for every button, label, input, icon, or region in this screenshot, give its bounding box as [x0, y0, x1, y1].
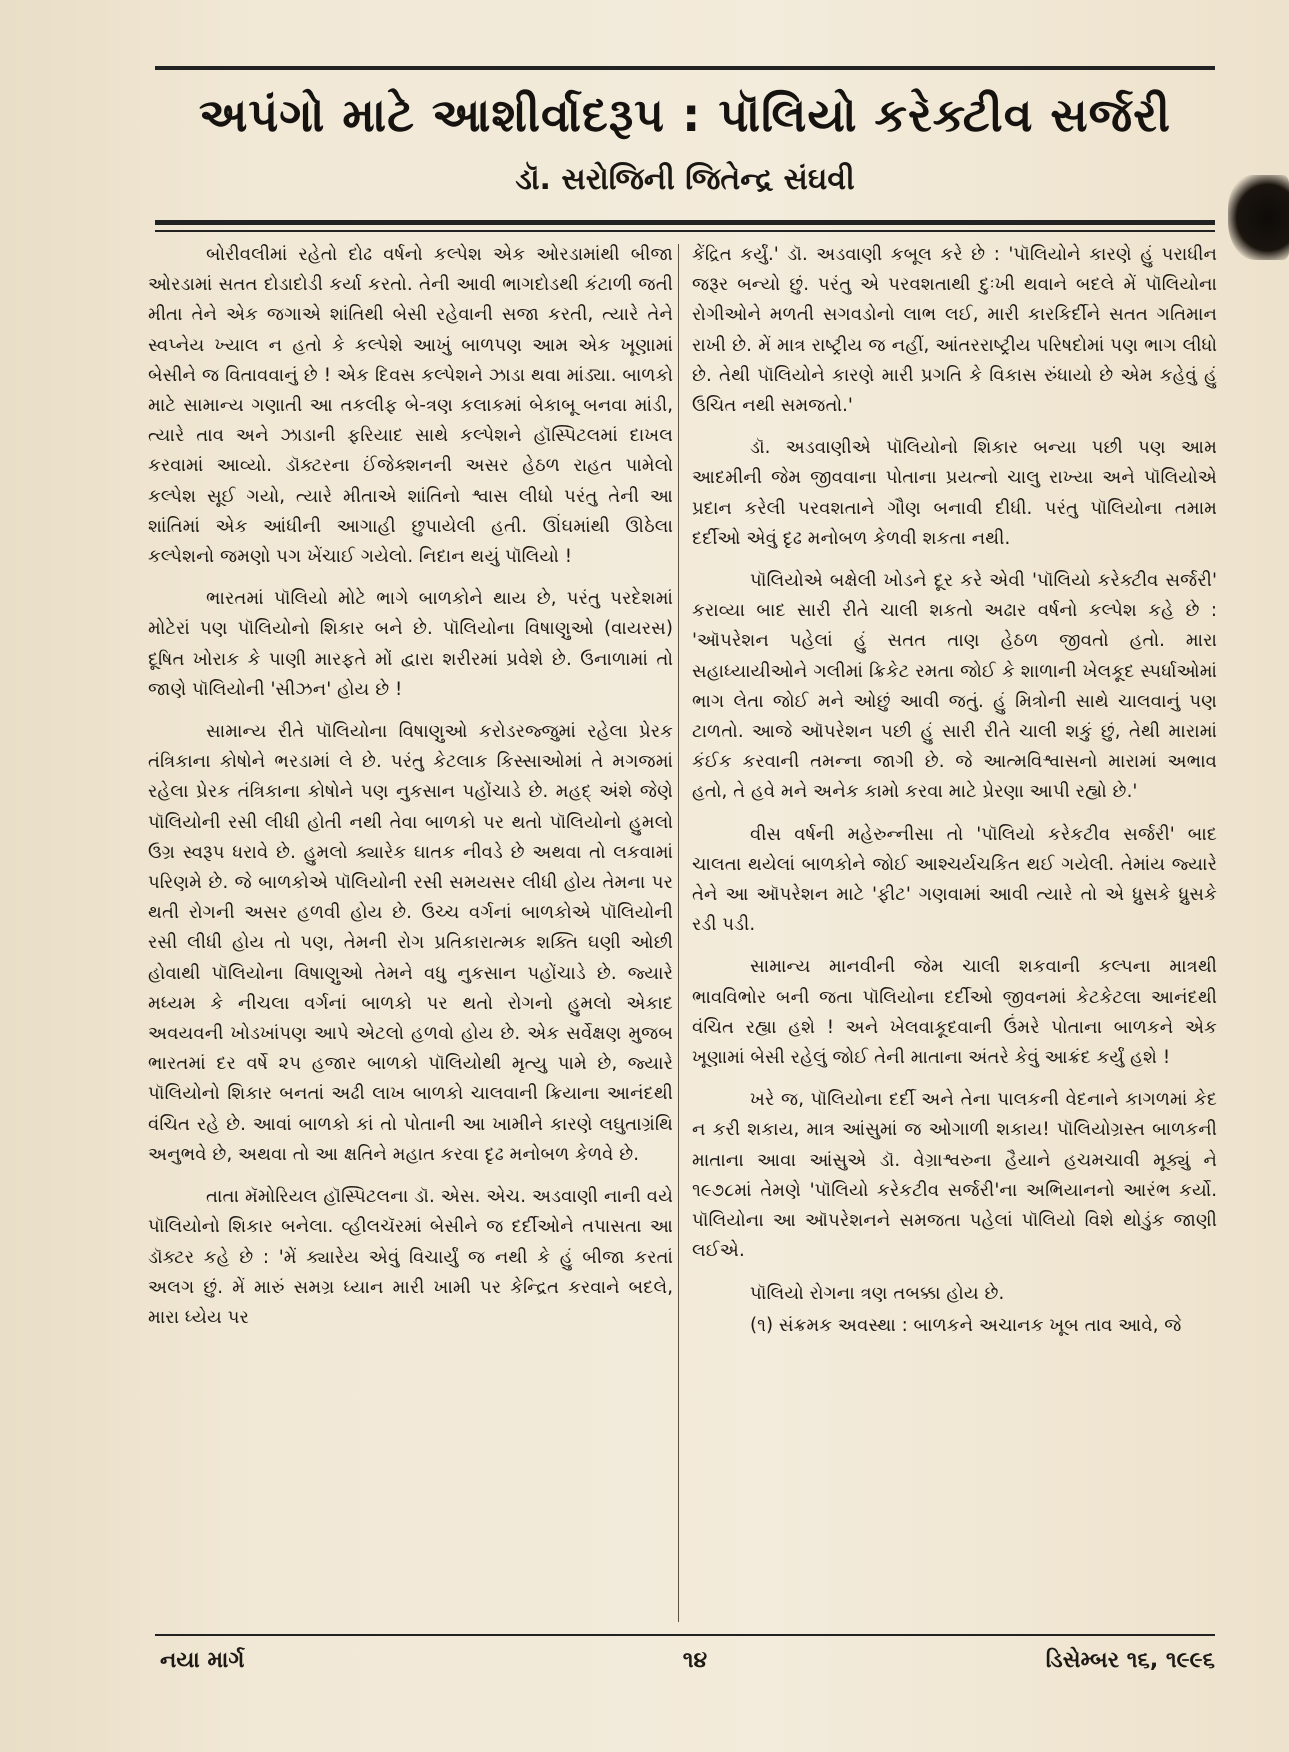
column-divider [678, 244, 679, 1622]
right-column [692, 240, 1217, 1341]
top-rule [155, 66, 1215, 70]
footer-rule [155, 1634, 1215, 1636]
footer-date: ડિસેમ્બર ૧૬, ૧૯૯૬ [1045, 1648, 1215, 1673]
footer-publication: નયા માર્ગ [160, 1648, 245, 1673]
paragraph: વીસ વર્ષની મહેરુન્નીસા તો 'પૉલિયો કરેકટીવ સર્જરી' બાદ ચાલતા થયેલાં બાળકોને જોઈ આશ્ચર્યચકિત થઈ ગયેલી. તેમાંય જ્યારે તેને આ ઑપરેશન માટે 'ફીટ' ગણવામાં આવી ત્યારે તો એ ધ્રુસકે ધ્રુસકે રડી પડી. [692, 823, 1217, 936]
paragraph: બોરીવલીમાં રહેતો દોઢ વર્ષનો કલ્પેશ એક ઓરડામાંથી બીજા ઓરડામાં સતત દોડાદોડી કર્યા કરતો. તેની આવી ભાગદોડથી કંટાળી જતી મીતા તેને એક જગાએ શાંતિથી બેસી રહેવાની સજા કરતી, ત્યારે તેને સ્વપ્નેય ખ્યાલ ન હતો કે કલ્પેશે આખું બાળપણ આમ એક ખૂણામાં બેસીને જ વિતાવવાનું છે ! એક દિવસ કલ્પેશને ઝાડા થવા માંડ્યા. બાળકો માટે સામાન્ય ગણાતી આ તકલીફ બે-ત્રણ કલાકમાં બેકાબૂ બનવા માંડી, ત્યારે તાવ અને ઝાડાની ફરિયાદ સાથે કલ્પેશને હૉસ્પિટલમાં દાખલ કરવામાં આવ્યો. ડૉક્ટરના ઈંજેક્શનની અસર હેઠળ રાહત પામેલો કલ્પેશ સૂઈ ગયો, ત્યારે મીતાએ શાંતિનો શ્વાસ લીધો પરંતુ તેની આ શાંતિમાં એક આંધીની આગાહી છુપાયેલી હતી. ઊંઘમાંથી ઊઠેલા કલ્પેશનો જમણો પગ ખેંચાઈ ગયેલો. નિદાન થયું પૉલિયો ! [148, 244, 673, 568]
paragraph: ખરે જ, પૉલિયોના દર્દી અને તેના પાલકની વેદનાને કાગળમાં કેદ ન કરી શકાય, માત્ર આંસુમાં જ ઓગાળી શકાય! પૉલિયોગ્રસ્ત બાળકની માતાના આવા આંસુએ ડૉ. વેગ્રાશ્વરુના હૈયાને હચમચાવી મૂક્યું ને ૧૯૭૮માં તેમણે 'પૉલિયો કરેકટીવ સર્જરી'ના અભિયાનનો આરંભ કર્યો. પૉલિયોના આ ઑપરેશનને સમજતા પહેલાં પૉલિયો વિશે થોડુંક જાણી લઈએ. [692, 1089, 1217, 1262]
paragraph: ડૉ. અડવાણીએ પૉલિયોનો શિકાર બન્યા પછી પણ આમ આદમીની જેમ જીવવાના પોતાના પ્રયત્નો ચાલુ રાખ્યા અને પૉલિયોએ પ્રદાન કરેલી પરવશતાને ગૌણ બનાવી દીધી. પરંતુ પૉલિયોના તમામ દર્દીઓ એવું દૃઢ મનોબળ કેળવી શકતા નથી. [692, 437, 1217, 549]
paragraph: સામાન્ય રીતે પૉલિયોના વિષાણુઓ કરોડરજ્જુમાં રહેલા પ્રેરક તંત્રિકાના કોષોને ભરડામાં લે છે. પરંતુ કેટલાક કિસ્સાઓમાં તે મગજમાં રહેલા પ્રેરક તંત્રિકાના કોષોને પણ નુકસાન પહોંચાડે છે. મહદ્ અંશે જેણે પૉલિયોની રસી લીધી હોતી નથી તેવા બાળકો પર થતો પૉલિયોનો હુમલો ઉગ્ર સ્વરૂપ ધરાવે છે. હુમલો ક્યારેક ઘાતક નીવડે છે અથવા તો લકવામાં પરિણમે છે. જે બાળકોએ પૉલિયોની રસી સમયસર લીધી હોય તેમના પર થતી રોગની અસર હળવી હોય છે. ઉચ્ચ વર્ગનાં બાળકોએ પૉલિયોની રસી લીધી હોય તો પણ, તેમની રોગ પ્રતિકારાત્મક શક્તિ ઘણી ઓછી હોવાથી પૉલિયોના વિષાણુઓ તેમને વધુ નુકસાન પહોંચાડે છે. જ્યારે મધ્યમ કે નીચલા વર્ગનાં બાળકો પર થતો રોગનો હુમલો એકાદ અવયવની ખોડખાંપણ આપે એટલો હળવો હોય છે. એક સર્વેક્ષણ મુજબ ભારતમાં દર વર્ષે ૨૫ હજાર બાળકો પૉલિયોથી મૃત્યુ પામે છે, જ્યારે પૉલિયોનો શિકાર બનતાં અઢી લાખ બાળકો ચાલવાની ક્રિયાના આનંદથી વંચિત રહે છે. આવાં બાળકો કાં તો પોતાની આ ખામીને કારણે લઘુતાગ્રંથિ અનુભવે છે, અથવા તો આ ક્ષતિને મહાત કરવા દૃઢ મનોબળ કેળવે છે. [148, 721, 673, 1165]
article-byline: ડૉ. સરોજિની જિતેન્દ્ર સંઘવી [515, 162, 855, 197]
paragraph: કેંદ્રિત કર્યું.' ડૉ. અડવાણી કબૂલ કરે છે : 'પૉલિયોને કારણે હું પરાધીન જરૂર બન્યો છું. પરંતુ એ પરવશતાથી દુઃખી થવાને બદલે મેં પૉલિયોના રોગીઓને મળતી સગવડોનો લાભ લઈ, મારી કારકિર્દીને સતત ગતિમાન રાખી છે. મેં માત્ર રાષ્ટ્રીય જ નહીં, આંતરરાષ્ટ્રીય પરિષદોમાં પણ ભાગ લીધો છે. તેથી પૉલિયોને કારણે મારી પ્રગતિ કે વિકાસ રુંધાયો છે એમ કહેવું હું ઉચિત નથી સમજતો.' [692, 244, 1217, 417]
article-headline: અપંગો માટે આશીર્વાદરૂપ : પૉલિયો કરેક્ટીવ સર્જરી [198, 88, 1172, 142]
page-damage-stain [1228, 175, 1289, 260]
header-rule-thin [155, 230, 1215, 232]
paragraph: સામાન્ય માનવીની જેમ ચાલી શકવાની કલ્પના માત્રથી ભાવવિભોર બની જતા પૉલિયોના દર્દીઓ જીવનમાં કેટકેટલા આનંદથી વંચિત રહ્યા હશે ! અને ખેલવાકૂદવાની ઉંમરે પોતાના બાળકને એક ખૂણામાં બેસી રહેલું જોઈ તેની માતાના અંતરે કેવું આક્રંદ કર્યું હશે ! [692, 956, 1217, 1069]
paragraph: પૉલિયો રોગના ત્રણ તબક્કા હોય છે. [750, 1282, 1005, 1304]
paragraph: તાતા મૅમોરિયલ હૉસ્પિટલના ડૉ. એસ. એચ. અડવાણી નાની વયે પૉલિયોનો શિકાર બનેલા. વ્હીલચૅરમાં બેસીને જ દર્દીઓને તપાસતા આ ડૉક્ટર કહે છે : 'મેં ક્યારેય એવું વિચાર્યું જ નથી કે હું બીજા કરતાં અલગ છું. મેં મારું સમગ્ર ધ્યાન મારી ખામી પર કેન્દ્રિત કરવાને બદલે, મારા ધ્યેય પર [148, 1186, 673, 1328]
paragraph: ભારતમાં પૉલિયો મોટે ભાગે બાળકોને થાય છે, પરંતુ પરદેશમાં મોટેરાં પણ પૉલિયોનો શિકાર બને છે. પૉલિયોના વિષાણુઓ (વાયરસ) દૂષિત ખોરાક કે પાણી મારફતે મોં દ્વારા શરીરમાં પ્રવેશે છે. ઉનાળામાં તો જાણે પૉલિયોની 'સીઝન' હોય છે ! [148, 588, 673, 700]
footer-page-number: ૧૪ [682, 1648, 708, 1673]
left-column [148, 240, 673, 1333]
header-rule-thick [155, 220, 1215, 225]
paragraph: (૧) સંક્રમક અવસ્થા : બાળકને અચાનક ખૂબ તાવ આવે, જે [750, 1314, 1182, 1336]
paragraph: પૉલિયોએ બક્ષેલી ખોડને દૂર કરે એવી 'પૉલિયો કરેક્ટીવ સર્જરી' કરાવ્યા બાદ સારી રીતે ચાલી શકતો અઢાર વર્ષનો કલ્પેશ કહે છે : 'ઑપરેશન પહેલાં હું સતત તાણ હેઠળ જીવતો હતો. મારા સહાધ્યાયીઓને ગલીમાં ક્રિકેટ રમતા જોઈ કે શાળાની ખેલકૂદ સ્પર્ધાઓમાં ભાગ લેતા જોઈ મને ઓછું આવી જતું. હું મિત્રોની સાથે ચાલવાનું પણ ટાળતો. આજે ઑપરેશન પછી હું સારી રીતે ચાલી શકું છું, તેથી મારામાં કંઈક કરવાની તમન્ના જાગી છે. જે આત્મવિશ્વાસનો મારામાં અભાવ હતો, તે હવે મને અનેક કામો કરવા માટે પ્રેરણા આપી રહ્યો છે.' [692, 570, 1217, 803]
